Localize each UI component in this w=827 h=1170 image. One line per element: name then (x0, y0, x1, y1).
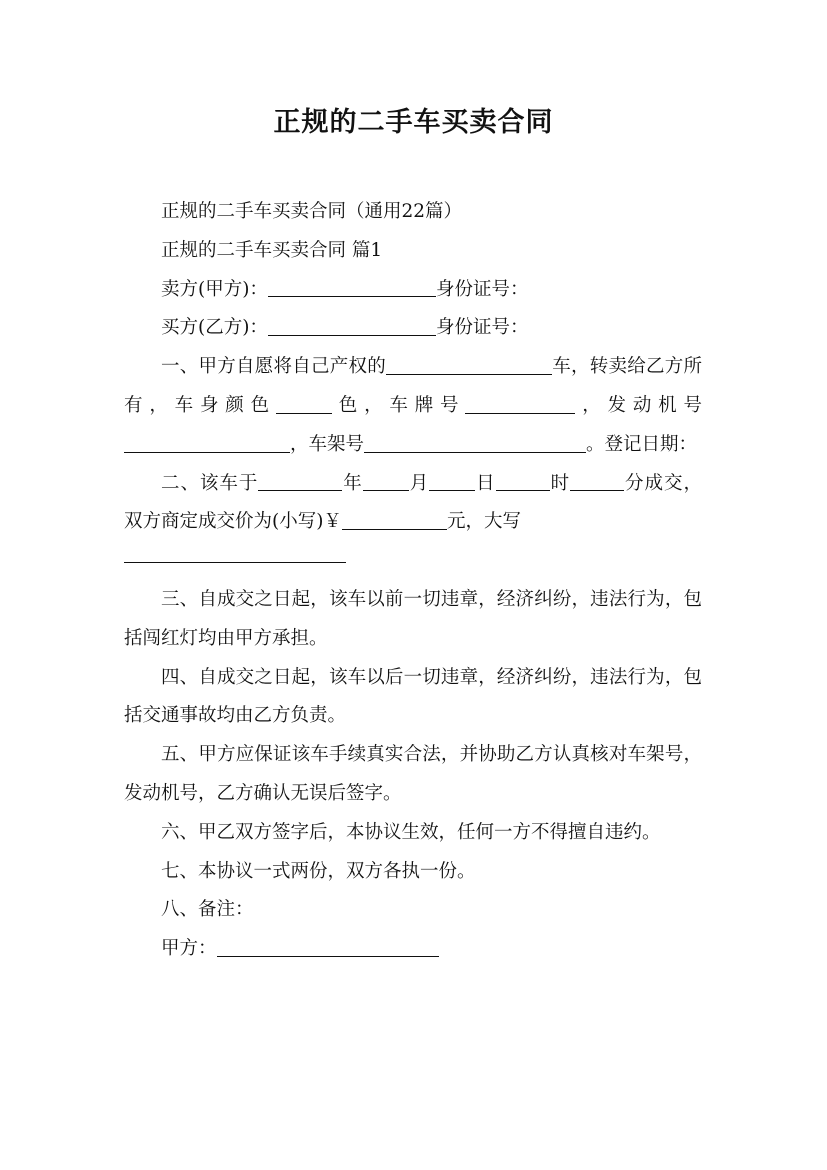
engine-number-blank (124, 432, 290, 452)
clause-1-text-e: ，车架号 (290, 433, 365, 455)
day-blank (429, 471, 475, 491)
buyer-id-label: 身份证号： (435, 317, 529, 339)
party-a-label: 甲方： (161, 938, 217, 960)
frame-number-blank (364, 432, 586, 452)
clause-7: 七、本协议一式两份，双方各执一份。 (161, 860, 476, 882)
clause-2-text-b: 分成交，双方商定成交价为(小写)￥ (124, 472, 702, 533)
clause-1-text-c: 色，车牌号 (331, 394, 466, 416)
clause-8: 八、备注： (161, 899, 254, 921)
hour-label: 时 (549, 472, 571, 494)
clause-4: 四、自成交之日起，该车以后一切违章，经济纠纷，违法行为，包括交通事故均由乙方负责。 (124, 666, 702, 727)
section-heading: 正规的二手车买卖合同 篇1 (161, 239, 383, 261)
clause-2-text-a: 二、该车于 (161, 472, 259, 494)
buyer-label: 买方(乙方)： (161, 317, 268, 339)
plate-number-blank (465, 393, 575, 413)
clause-1-text-d: ，发动机号 (575, 394, 702, 416)
clause-1-text-a: 一、甲方自愿将自己产权的 (161, 356, 386, 378)
party-a-signature-line (124, 930, 702, 969)
clause-5: 五、甲方应保证该车手续真实合法，并协助乙方认真核对车架号，发动机号，乙方确认无误后签字。 (124, 744, 702, 804)
clause-3: 三、自成交之日起，该车以前一切违章，经济纠纷，违法行为，包括闯红灯均由甲方承担。 (124, 588, 702, 649)
buyer-name-blank (268, 316, 436, 336)
buyer-line (124, 309, 702, 348)
price-uppercase-blank (124, 542, 346, 562)
clause-6: 六、甲乙双方签字后，本协议生效，任何一方不得擅自违约。 (161, 821, 661, 843)
party-a-signature-blank (217, 936, 439, 956)
price-lowercase-blank (342, 510, 447, 530)
clause-1 (124, 348, 702, 464)
seller-name-blank (268, 277, 436, 297)
price-uppercase-line (124, 542, 702, 581)
month-label: 月 (408, 472, 430, 494)
month-blank (363, 471, 409, 491)
seller-line (124, 271, 702, 310)
year-label: 年 (342, 472, 363, 494)
clause-1-text-b: 车，转卖给乙方所有，车身颜色 (124, 356, 702, 416)
subtitle: 正规的二手车买卖合同（通用22篇） (161, 201, 463, 222)
clause-1-text-f: 。登记日期： (586, 433, 698, 455)
document-body (124, 193, 702, 969)
year-blank (258, 471, 342, 491)
color-blank (276, 393, 332, 413)
clause-2-text-c: 元，大写 (446, 511, 521, 533)
seller-label: 卖方(甲方)： (161, 278, 268, 300)
hour-blank (496, 471, 550, 491)
clause-2 (124, 465, 702, 543)
minute-blank (570, 471, 624, 491)
vehicle-model-blank (386, 355, 552, 375)
day-label: 日 (475, 472, 496, 494)
document-title: 正规的二手车买卖合同 (273, 107, 554, 138)
seller-id-label: 身份证号： (435, 278, 529, 300)
